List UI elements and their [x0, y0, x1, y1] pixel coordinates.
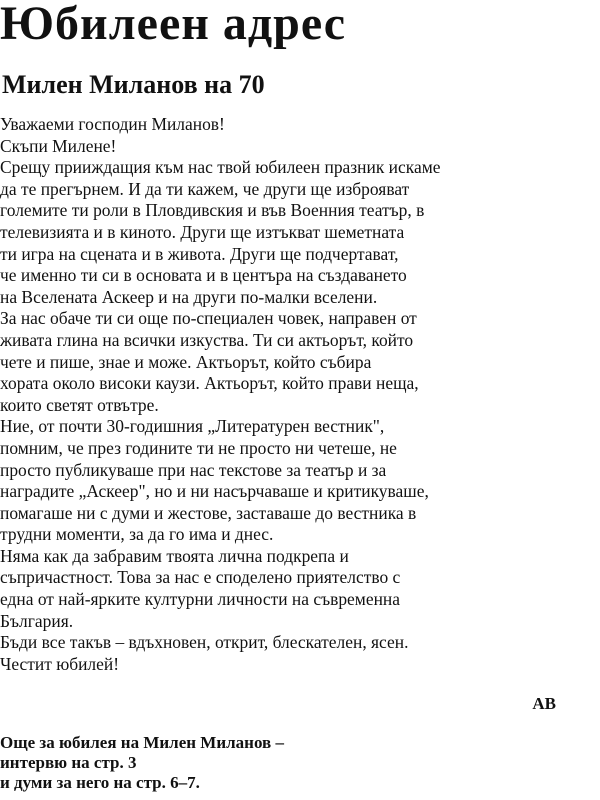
related-note-line: и думи за него на стр. 6–7. — [0, 773, 200, 792]
body-line: съпричастност. Това за нас е споделено приятелство с — [0, 567, 401, 588]
body-line: да те прегърнем. И да ти кажем, че други ще изброяват — [0, 178, 410, 199]
body-line: Ние, от почти 30-годишния „Литературен вестник", — [0, 416, 385, 437]
body-line: наградите „Аскеер", но и ни насърчаваше и критикуваше, — [0, 481, 429, 502]
author-signature: АВ — [532, 694, 556, 713]
page-title: Юбилеен адрес — [0, 0, 347, 50]
body-line: Честит юбилей! — [0, 653, 120, 674]
related-note-line: Още за юбилея на Милен Миланов – — [0, 733, 284, 752]
body-line: чете и пише, знае и може. Актьорът, който събира — [0, 351, 372, 372]
body-line: на Вселената Аскеер и на други по-малки вселени. — [0, 286, 378, 307]
related-note — [0, 733, 284, 793]
body-line: Срещу прииждащия към нас твой юбилеен празник искаме — [0, 157, 441, 178]
body-line: ти игра на сцената и в живота. Други ще подчертават, — [0, 243, 399, 264]
body-line: че именно ти си в основата и в центъра на създаването — [0, 265, 407, 286]
body-line: една от най-ярките културни личности на съвременна — [0, 589, 400, 610]
body-line: телевизията и в киното. Други ще изтъкват шеметната — [0, 221, 405, 242]
body-line: помагаше ни с думи и жестове, заставаше до вестника в — [0, 502, 417, 523]
body-line: големите ти роли в Пловдивския и във Военния театър, в — [0, 200, 425, 221]
body-line: Бъди все такъв – вдъхновен, открит, блескателен, ясен. — [0, 632, 409, 653]
article-body — [0, 114, 600, 675]
body-line: хората около високи каузи. Актьорът, който прави неща, — [0, 373, 419, 394]
body-line: помним, че през годините ти не просто ни четеше, не — [0, 437, 397, 458]
body-line: просто публикуваше при нас текстове за театър и за — [0, 459, 387, 480]
body-line: Уважаеми господин Миланов! — [0, 114, 225, 134]
body-line: живата глина на всички изкуства. Ти си актьорът, който — [0, 329, 414, 350]
body-line: които светят отвътре. — [0, 394, 159, 415]
body-line: трудни моменти, за да го има и днес. — [0, 524, 274, 545]
subtitle: Милен Миланов на 70 — [2, 70, 265, 99]
body-line: Няма как да забравим твоята лична подкрепа и — [0, 545, 349, 566]
body-line: Скъпи Милене! — [0, 135, 117, 156]
body-line: България. — [0, 610, 74, 631]
related-note-line: интервю на стр. 3 — [0, 753, 137, 772]
body-line: За нас обаче ти си още по-специален човек, направен от — [0, 308, 417, 329]
